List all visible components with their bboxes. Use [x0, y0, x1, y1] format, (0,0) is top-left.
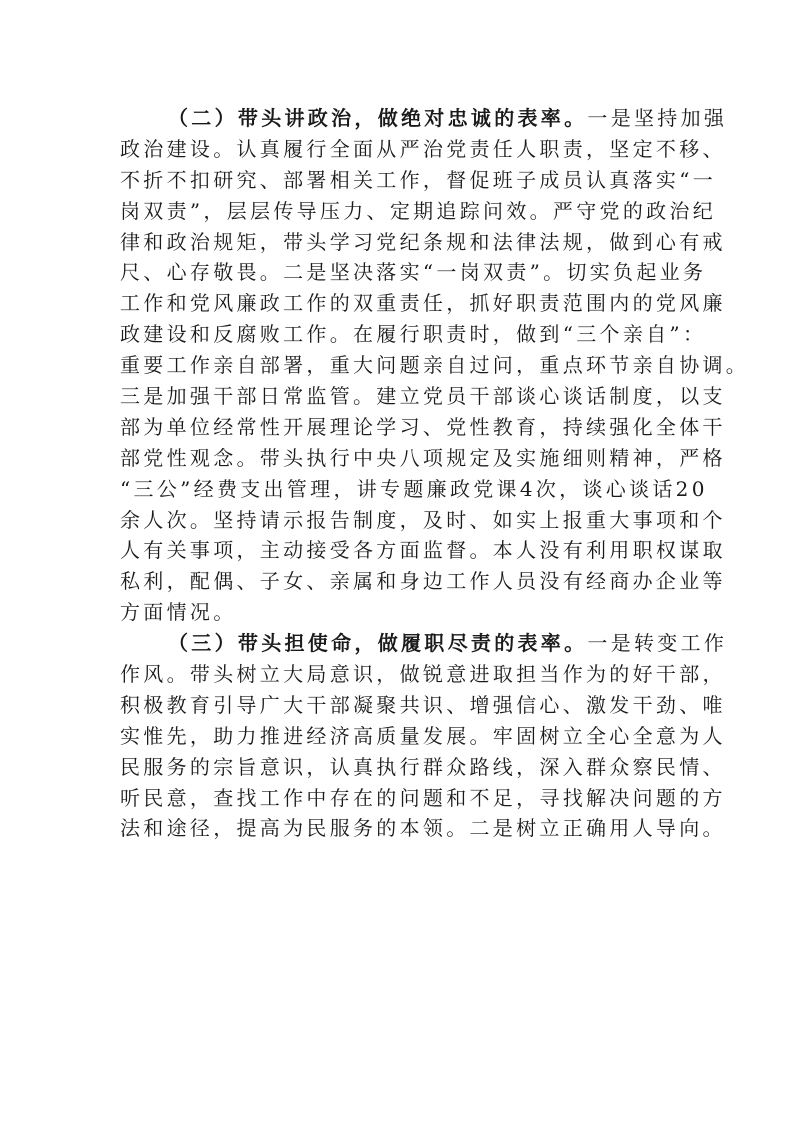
paragraph-first-line: [120, 103, 728, 134]
text-line: 部为单位经常性开展理论学习、党性教育，持续强化全体干: [120, 414, 726, 439]
document-body: [120, 103, 750, 844]
text-line: 工作和党风廉政工作的双重责任，抓好职责范围内的党风廉: [120, 291, 726, 316]
paragraph-heading: （二）带头讲政治，做绝对忠诚的表率。: [168, 106, 588, 130]
text-line: 不折不扣研究、部署相关工作，督促班子成员认真落实“一: [120, 167, 717, 192]
text-line: 政建设和反腐败工作。在履行职责时，做到“三个亲自”：: [120, 322, 707, 347]
text-line: 民服务的宗旨意识，认真执行群众路线，深入群众察民情、: [120, 754, 726, 779]
text-line: 积极教育引导广大干部凝聚共识、增强信心、激发干劲、唯: [120, 692, 726, 717]
text-line: 律和政治规矩，带头学习党纪条规和法律法规，做到心有戒: [120, 229, 726, 254]
text-line: 方面情况。: [120, 600, 237, 625]
paragraph-3: [120, 628, 728, 844]
text-line: 部党性观念。带头执行中央八项规定及实施细则精神，严格: [120, 445, 726, 470]
text-line: 听民意，查找工作中存在的问题和不足，寻找解决问题的方: [120, 785, 726, 810]
text-line: 法和途径，提高为民服务的本领。二是树立正确用人导向。: [120, 816, 726, 841]
text-line: 作风。带头树立大局意识，做锐意进取担当作为的好干部，: [120, 662, 726, 687]
text-line: “三公”经费支出管理，讲专题廉政党课4次，谈心谈话20: [120, 476, 708, 501]
text-line: 三是加强干部日常监管。建立党员干部谈心谈话制度，以支: [120, 384, 726, 409]
text-line: 岗双责”，层层传导压力、定期追踪问效。严守党的政治纪: [120, 198, 717, 223]
text-line: 政治建设。认真履行全面从严治党责任人职责，坚定不移、: [120, 136, 726, 161]
text-line: 余人次。坚持请示报告制度，及时、如实上报重大事项和个: [120, 507, 726, 532]
text-line: 尺、心存敬畏。二是坚决落实“一岗双责”。切实负起业务: [120, 260, 707, 285]
text-line: 一是坚持加强: [587, 106, 728, 130]
text-line: 私利，配偶、子女、亲属和身边工作人员没有经商办企业等: [120, 569, 726, 594]
text-line: 重要工作亲自部署，重大问题亲自过问，重点环节亲自协调。: [120, 353, 750, 378]
paragraph-heading: （三）带头担使命，做履职尽责的表率。: [168, 631, 588, 656]
paragraph-2: [120, 103, 750, 628]
text-line: 一是转变工作: [587, 631, 728, 656]
paragraph-first-line: [120, 628, 728, 659]
text-line: 人有关事项，主动接受各方面监督。本人没有利用职权谋取: [120, 538, 726, 563]
text-line: 实惟先，助力推进经济高质量发展。牢固树立全心全意为人: [120, 723, 726, 748]
